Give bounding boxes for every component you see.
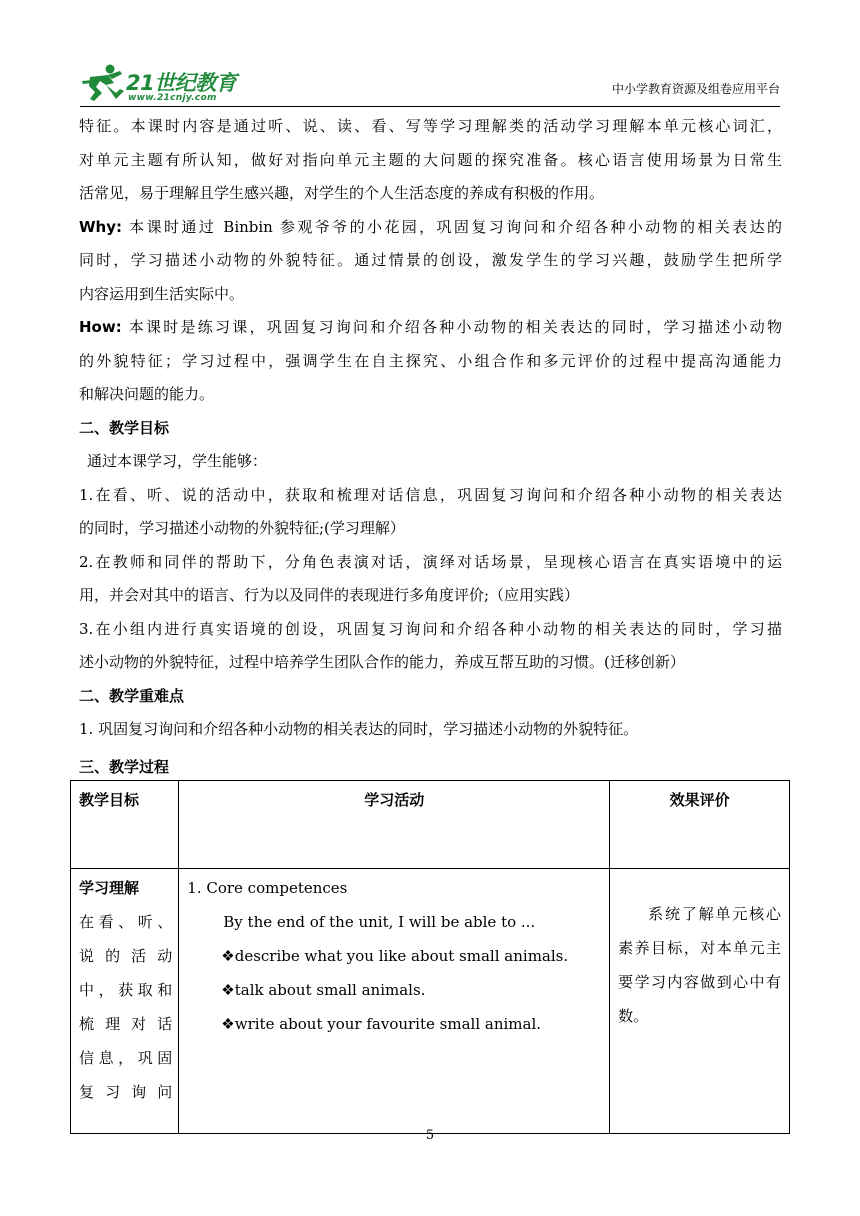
why-paragraph xyxy=(79,211,782,245)
why-text: 本课时通过 Binbin 参观爷爷的小花园，巩固复习询问和介绍各种小动物的相关表达的 xyxy=(122,217,782,236)
logo xyxy=(80,63,250,105)
bullet-text: talk about small animals. xyxy=(234,981,426,999)
header-goal: 教学目标 xyxy=(71,781,179,869)
paragraph-line: 同时，学习描述小动物的外貌特征。通过情景的创设，激发学生的学习兴趣，鼓励学生把所学 xyxy=(79,251,782,269)
activity-title: 1. Core competences xyxy=(187,879,348,897)
paragraph-line: 的外貌特征；学习过程中，强调学生在自主探究、小组合作和多元评价的过程中提高沟通能力 xyxy=(79,351,782,370)
goal-line: 梳理对话 xyxy=(79,1015,173,1033)
paragraph-line: 内容运用到生活实际中。 xyxy=(79,284,245,303)
goal-title: 学习理解 xyxy=(79,879,140,897)
table-header-row xyxy=(71,781,790,869)
activity-bullet xyxy=(187,973,601,1007)
bullet-text: write about your favourite small animal. xyxy=(234,1015,542,1033)
how-label: How: xyxy=(79,318,122,336)
how-text: 本课时是练习课，巩固复习询问和介绍各种小动物的相关表达的同时，学习描述小动物 xyxy=(121,318,782,336)
diamond-bullet-icon: ❖ xyxy=(221,947,235,965)
runner-logo-icon xyxy=(80,63,128,103)
objective-item: 3.在小组内进行真实语境的创设，巩固复习询问和介绍各种小动物的相关表达的同时，学习描 xyxy=(79,619,782,638)
bullet-text: describe what you like about small animals. xyxy=(234,947,569,965)
activity-intro: By the end of the unit, I will be able to ... xyxy=(223,913,536,931)
paragraph-line: 对单元主题有所认知，做好对指向单元主题的大问题的探究准备。核心语言使用场景为日常生 xyxy=(79,150,782,169)
page-header xyxy=(80,60,780,107)
header-activity: 学习活动 xyxy=(179,781,610,869)
evaluation-text: 系统了解单元核心素养目标，对本单元主要学习内容做到心中有数。 xyxy=(618,905,781,1025)
how-paragraph xyxy=(79,311,782,345)
activity-cell xyxy=(179,869,610,1134)
table-row xyxy=(71,869,790,1134)
goal-line: 信息，巩固 xyxy=(79,1049,173,1067)
teaching-process-table xyxy=(70,780,790,1134)
diamond-bullet-icon: ❖ xyxy=(221,1015,235,1033)
objective-item-cont: 述小动物的外貌特征，过程中培养学生团队合作的能力，养成互帮互助的习惯。(迁移创新） xyxy=(79,653,685,671)
logo-brand-text: 21世纪教育 xyxy=(126,71,237,95)
why-label: Why: xyxy=(79,217,123,236)
activity-bullet xyxy=(187,1007,601,1041)
diamond-bullet-icon: ❖ xyxy=(221,981,235,999)
logo-url-text: www.21cnjy.com xyxy=(128,93,217,103)
objective-item: 1.在看、听、说的活动中，获取和梳理对话信息，巩固复习询问和介绍各种小动物的相关表达 xyxy=(79,485,782,504)
activity-bullet xyxy=(187,939,601,973)
goal-line: 复习询问 xyxy=(79,1083,173,1101)
goal-cell xyxy=(71,869,179,1134)
section-heading-objectives: 二、教学目标 xyxy=(79,418,170,437)
objectives-intro: 通过本课学习，学生能够： xyxy=(87,452,268,470)
document-body xyxy=(79,110,782,784)
paragraph-line: 特征。本课时内容是通过听、说、读、看、写等学习理解类的活动学习理解本单元核心词汇， xyxy=(79,117,782,135)
paragraph-line: 和解决问题的能力。 xyxy=(79,385,215,403)
goal-line: 说的活动 xyxy=(79,947,173,965)
header-platform-text: 中小学教育资源及组卷应用平台 xyxy=(611,82,780,96)
section-heading-key-points: 二、教学重难点 xyxy=(79,686,185,705)
objective-item-cont: 的同时，学习描述小动物的外貌特征;(学习理解） xyxy=(79,519,405,537)
paragraph-line: 活常见，易于理解且学生感兴趣，对学生的个人生活态度的养成有积极的作用。 xyxy=(79,184,605,202)
key-point-item: 1. 巩固复习询问和介绍各种小动物的相关表达的同时，学习描述小动物的外貌特征。 xyxy=(79,720,639,738)
header-evaluation: 效果评价 xyxy=(610,781,790,869)
section-heading-process: 三、教学过程 xyxy=(79,757,170,776)
evaluation-cell xyxy=(610,869,790,1134)
goal-line: 中，获取和 xyxy=(79,981,173,999)
objective-item-cont: 用，并会对其中的语言、行为以及同伴的表现进行多角度评价;（应用实践） xyxy=(79,586,580,604)
objective-item: 2.在教师和同伴的帮助下，分角色表演对话，演绎对话场景，呈现核心语言在真实语境中的运 xyxy=(79,552,782,571)
goal-line: 在看、听、 xyxy=(79,913,173,931)
page-number: 5 xyxy=(425,1128,435,1143)
